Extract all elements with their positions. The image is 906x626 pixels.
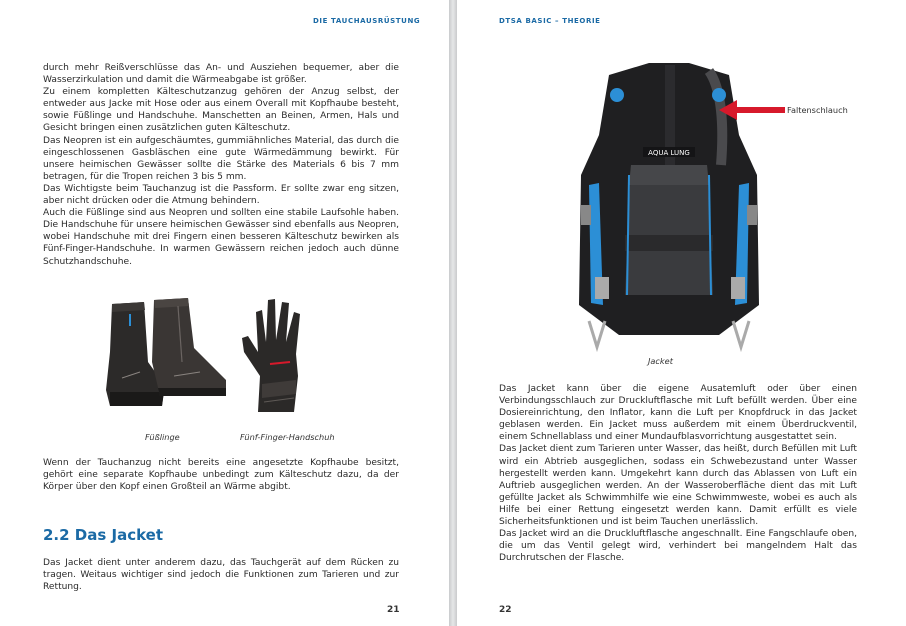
page-number-right: 22 [499,605,512,615]
paragraph: Das Jacket wird an die Druckluftflasche angeschnallt. Eine Fangschlaufe oben, die um das Ventil gelegt wird, verhindert bei mangelndem Halt das Durchrutschen der Flasche. [499,529,857,564]
paragraph-after-images: Wenn der Tauchanzug nicht bereits eine angesetzte Kopfhaube besitzt, gehört eine separate Kopfhaube unbedingt zum Kälteschutz dazu, da der Körper über den Kopf einen Großteil an Wärme abgibt. [43,458,399,493]
right-body-text [499,383,857,564]
left-page [0,0,449,626]
paragraph: Das Wichtigste beim Tauchanzug ist die Passform. Er sollte zwar eng sitzen, aber nicht drücken oder die Atmung behindern. [43,183,399,207]
book-gutter [449,0,457,626]
jacket-brand-label: AQUA LUNG [648,149,690,157]
boots-image [100,292,235,422]
right-page [457,0,906,626]
glove-image [236,292,316,414]
paragraph: Zu einem kompletten Kälteschutzanzug gehören der Anzug selbst, der entweder aus Jacke mit Hose oder aus einem Overall mit Kopfhaube besteht, sowie Füßlinge und Handschuhe. Manschetten an Beinen, Armen, Hals und Gesicht bringen einen zusätzlichen guten Kälteschutz. [43,87,399,134]
page-number-left: 21 [387,605,400,615]
caption-boots: Füßlinge [145,432,180,442]
arrow-icon [719,100,787,120]
caption-glove: Fünf-Finger-Handschuh [240,432,335,442]
paragraph: Das Jacket dient zum Tarieren unter Wasser, das heißt, durch Befüllen mit Luft wird ein Abtrieb ausgeglichen, sodass ein Schwebezustand unter Wasser hergestellt werden kann. Umgekehrt kann durch das Ablassen von Luft ein Auftrieb ausgeglichen werden. An der Wasseroberfläche dient das mit Luft gefüllte Jacket als Schwimmhilfe wie eine Schwimmweste, wobei es auch als Hilfe bei einer Rettung eingesetzt werden kann. Damit erfüllt es viele Sicherheitsfunktionen und ist beim Tauchen unerlässlich. [499,444,857,528]
paragraph: Auch die Füßlinge sind aus Neopren und sollten eine stabile Laufsohle haben. Die Handschuhe für unsere heimischen Gewässer sind ebenfalls aus Neopren, wobei Handschuhe mit drei Fingern einen besseren Kälteschutz bewirken als Fünf-Finger-Handschuhe. In warmen Gewässern reichen jedoch auch dünne Schutzhandschuhe. [43,208,399,267]
section-heading: 2.2 Das Jacket [43,526,164,544]
paragraph: durch mehr Reißverschlüsse das An- und Ausziehen bequemer, aber die Wasserzirkulation und damit die Wärmeabgabe ist größer. [43,63,399,86]
running-head-left: DIE TAUCHAUSRÜSTUNG [313,17,421,25]
left-body-text [43,62,399,268]
caption-jacket: Jacket [648,356,673,366]
section-paragraph: Das Jacket dient unter anderem dazu, das Tauchgerät auf dem Rücken zu tragen. Weitaus wichtiger sind jedoch die Funktionen zum Tarieren und zur Rettung. [43,558,399,593]
running-head-right: DTSA BASIC – THEORIE [499,17,601,25]
paragraph: Das Neopren ist ein aufgeschäumtes, gummiähnliches Material, das durch die eingeschlossenen Gasbläschen eine gute Wärmedämmung bewirkt. Für unsere heimischen Gewässer sollte die Stärke des Materials 6 bis 7 mm betragen, für die Tropen reichen 3 bis 5 mm. [43,135,399,182]
arrow-label: Faltenschlauch [787,105,848,115]
paragraph: Das Jacket kann über die eigene Ausatemluft oder über einen Verbindungsschlauch zur Druckluftflasche mit Luft befüllt werden. Über eine Dosiereinrichtung, den Inflator, kann die Luft per Knopfdruck in das Jacket geblasen werden. Ein Jacket muss außerdem mit einem Überdruckventil, einem Schnellablass und einer Mundaufblasvorrichtung ausgestattet sein. [499,384,857,443]
